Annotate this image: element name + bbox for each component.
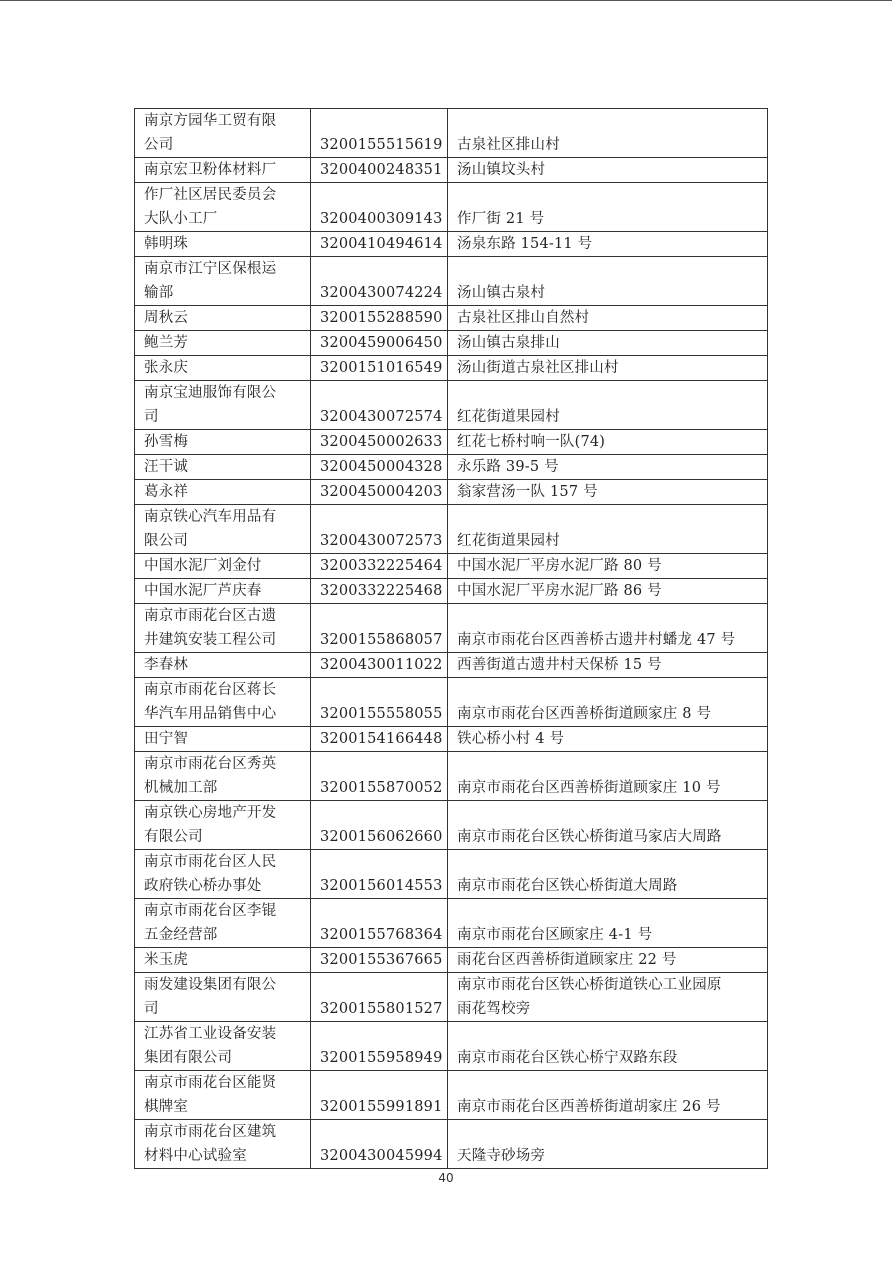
code-cell: 3200155768364: [311, 899, 448, 948]
table-row: [135, 381, 768, 430]
records-table: [134, 108, 768, 1169]
table-row: [135, 158, 768, 183]
company-name-cell: 南京市雨花台区建筑 材料中心试验室: [135, 1120, 311, 1169]
address-cell: 红花街道果园村: [448, 381, 768, 430]
company-name-cell: 南京宝迪服饰有限公 司: [135, 381, 311, 430]
address-cell: 翁家营汤一队 157 号: [448, 480, 768, 505]
table-row: [135, 306, 768, 331]
code-cell: 3200332225464: [311, 554, 448, 579]
address-cell: 永乐路 39-5 号: [448, 455, 768, 480]
address-cell: 铁心桥小村 4 号: [448, 727, 768, 752]
address-cell: 汤山镇古泉村: [448, 257, 768, 306]
address-cell: 古泉社区排山村: [448, 109, 768, 158]
table-row: [135, 183, 768, 232]
table-row: [135, 604, 768, 653]
table-row: [135, 973, 768, 1022]
address-cell: 红花街道果园村: [448, 505, 768, 554]
code-cell: 3200155558055: [311, 678, 448, 727]
table-row: [135, 257, 768, 306]
company-name-cell: 南京宏卫粉体材料厂: [135, 158, 311, 183]
code-cell: 3200155870052: [311, 752, 448, 801]
company-name-cell: 汪干诚: [135, 455, 311, 480]
table-row: [135, 356, 768, 381]
code-cell: 3200155958949: [311, 1022, 448, 1071]
address-cell: 中国水泥厂平房水泥厂路 80 号: [448, 554, 768, 579]
address-cell: 作厂街 21 号: [448, 183, 768, 232]
table-row: [135, 801, 768, 850]
code-cell: 3200410494614: [311, 232, 448, 257]
code-cell: 3200430072574: [311, 381, 448, 430]
table-row: [135, 727, 768, 752]
table-row: [135, 1022, 768, 1071]
table-row: [135, 554, 768, 579]
address-cell: 汤山镇坟头村: [448, 158, 768, 183]
address-cell: 南京市雨花台区西善桥街道胡家庄 26 号: [448, 1071, 768, 1120]
address-cell: 南京市雨花台区铁心桥街道马家店大周路: [448, 801, 768, 850]
page-top-border: [0, 0, 892, 1]
table-row: [135, 1071, 768, 1120]
table-row: [135, 455, 768, 480]
code-cell: 3200430011022: [311, 653, 448, 678]
company-name-cell: 葛永祥: [135, 480, 311, 505]
address-cell: 南京市雨花台区顾家庄 4-1 号: [448, 899, 768, 948]
code-cell: 3200430072573: [311, 505, 448, 554]
address-cell: 古泉社区排山自然村: [448, 306, 768, 331]
address-cell: 汤山镇古泉排山: [448, 331, 768, 356]
table-row: [135, 430, 768, 455]
table-row: [135, 331, 768, 356]
code-cell: 3200155991891: [311, 1071, 448, 1120]
code-cell: 3200459006450: [311, 331, 448, 356]
code-cell: 3200155868057: [311, 604, 448, 653]
address-cell: 南京市雨花台区铁心桥街道大周路: [448, 850, 768, 899]
table-row: [135, 948, 768, 973]
company-name-cell: 李春林: [135, 653, 311, 678]
code-cell: 3200400309143: [311, 183, 448, 232]
company-name-cell: 米玉虎: [135, 948, 311, 973]
code-cell: 3200156014553: [311, 850, 448, 899]
company-name-cell: 南京铁心房地产开发 有限公司: [135, 801, 311, 850]
company-name-cell: 鲍兰芳: [135, 331, 311, 356]
company-name-cell: 南京市雨花台区秀英 机械加工部: [135, 752, 311, 801]
table-row: [135, 678, 768, 727]
address-cell: 南京市雨花台区西善桥街道顾家庄 10 号: [448, 752, 768, 801]
company-name-cell: 雨发建设集团有限公 司: [135, 973, 311, 1022]
address-cell: 南京市雨花台区西善桥街道顾家庄 8 号: [448, 678, 768, 727]
page-number: 40: [438, 1171, 454, 1185]
code-cell: 3200156062660: [311, 801, 448, 850]
company-name-cell: 孙雪梅: [135, 430, 311, 455]
company-name-cell: 田宁智: [135, 727, 311, 752]
address-cell: 汤山街道古泉社区排山村: [448, 356, 768, 381]
table-row: [135, 480, 768, 505]
code-cell: 3200155801527: [311, 973, 448, 1022]
records-table-body: [135, 109, 768, 1169]
code-cell: 3200155288590: [311, 306, 448, 331]
address-cell: 雨花台区西善桥街道顾家庄 22 号: [448, 948, 768, 973]
address-cell: 中国水泥厂平房水泥厂路 86 号: [448, 579, 768, 604]
table-row: [135, 899, 768, 948]
company-name-cell: 周秋云: [135, 306, 311, 331]
table-row: [135, 850, 768, 899]
company-name-cell: 南京市雨花台区蒋长 华汽车用品销售中心: [135, 678, 311, 727]
code-cell: 3200332225468: [311, 579, 448, 604]
address-cell: 红花七桥村响一队(74): [448, 430, 768, 455]
company-name-cell: 江苏省工业设备安装 集团有限公司: [135, 1022, 311, 1071]
table-row: [135, 505, 768, 554]
company-name-cell: 南京铁心汽车用品有 限公司: [135, 505, 311, 554]
company-name-cell: 南京市江宁区保根运 输部: [135, 257, 311, 306]
company-name-cell: 张永庆: [135, 356, 311, 381]
table-row: [135, 752, 768, 801]
code-cell: 3200155367665: [311, 948, 448, 973]
company-name-cell: 南京市雨花台区古遗 井建筑安装工程公司: [135, 604, 311, 653]
company-name-cell: 南京市雨花台区人民 政府铁心桥办事处: [135, 850, 311, 899]
company-name-cell: 中国水泥厂刘金付: [135, 554, 311, 579]
company-name-cell: 南京市雨花台区能贤 棋牌室: [135, 1071, 311, 1120]
table-row: [135, 1120, 768, 1169]
code-cell: 3200400248351: [311, 158, 448, 183]
table-row: [135, 109, 768, 158]
table-row: [135, 579, 768, 604]
address-cell: 天隆寺砂场旁: [448, 1120, 768, 1169]
address-cell: 南京市雨花台区铁心桥宁双路东段: [448, 1022, 768, 1071]
company-name-cell: 中国水泥厂芦庆春: [135, 579, 311, 604]
code-cell: 3200155515619: [311, 109, 448, 158]
company-name-cell: 南京方园华工贸有限 公司: [135, 109, 311, 158]
code-cell: 3200430045994: [311, 1120, 448, 1169]
code-cell: 3200430074224: [311, 257, 448, 306]
code-cell: 3200154166448: [311, 727, 448, 752]
code-cell: 3200450004203: [311, 480, 448, 505]
company-name-cell: 韩明珠: [135, 232, 311, 257]
address-cell: 西善街道古遗井村天保桥 15 号: [448, 653, 768, 678]
table-row: [135, 653, 768, 678]
company-name-cell: 作厂社区居民委员会 大队小工厂: [135, 183, 311, 232]
code-cell: 3200450002633: [311, 430, 448, 455]
address-cell: 汤泉东路 154-11 号: [448, 232, 768, 257]
address-cell: 南京市雨花台区铁心桥街道铁心工业园原 雨花驾校旁: [448, 973, 768, 1022]
code-cell: 3200151016549: [311, 356, 448, 381]
address-cell: 南京市雨花台区西善桥古遗井村蟠龙 47 号: [448, 604, 768, 653]
code-cell: 3200450004328: [311, 455, 448, 480]
company-name-cell: 南京市雨花台区李锟 五金经营部: [135, 899, 311, 948]
table-row: [135, 232, 768, 257]
